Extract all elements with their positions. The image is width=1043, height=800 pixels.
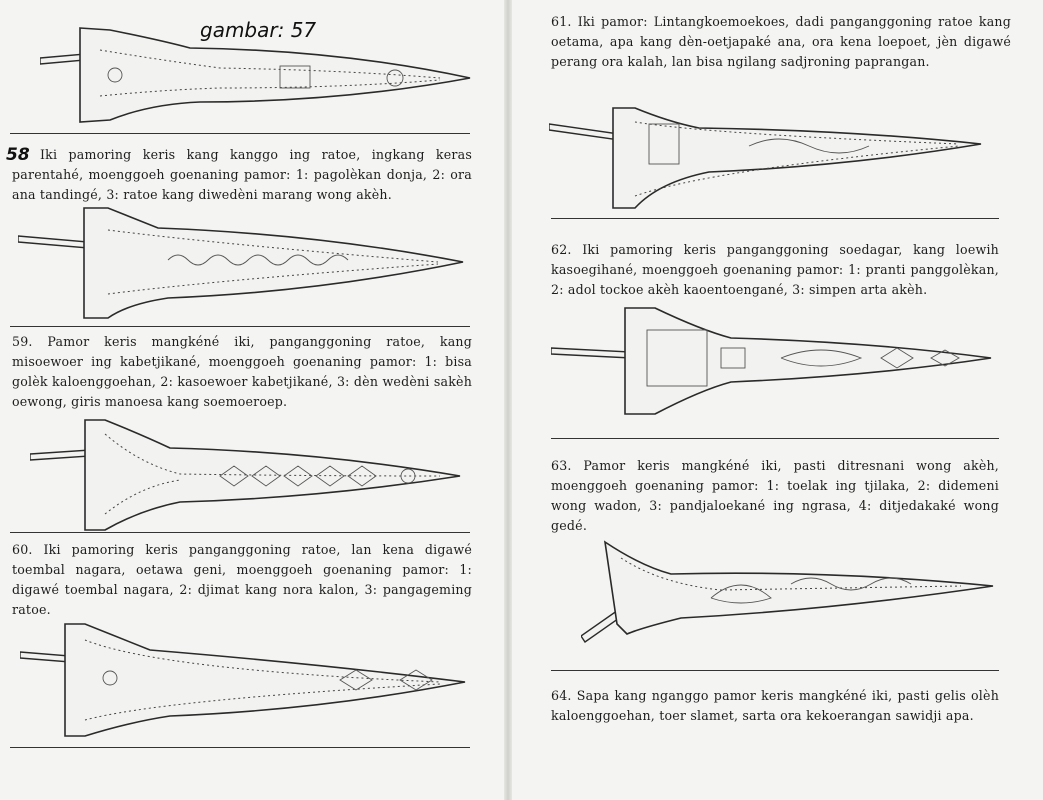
- left-page: [0, 0, 505, 800]
- divider-rule: [10, 532, 470, 533]
- keris-illustration-62: [551, 302, 1001, 418]
- paragraph-61: 61. Iki pamor: Lintangkoemoekoes, dadi panganggoning ratoe kang oetama, apa kang dèn-oetjapaké ana, ora kena loepoet, jèn digawé perang ora kalah, lan bisa ngilang sadjroning paprangan.: [551, 14, 1011, 69]
- paragraph-58: Iki pamoring keris kang kanggo ing ratoe, ingkang keras parentahé, moenggoeh goenaning pamor: 1: pagolèkan donja, 2: ora ana tandingé, 3: ratoe kang diwedèni marang wong akèh.: [12, 147, 472, 202]
- keris-illustration-63: [581, 538, 1001, 656]
- keris-illustration-60: [20, 620, 470, 738]
- paragraph-63: 63. Pamor keris mangkéné iki, pasti ditresnani wong akèh, moenggoeh goenaning pamor: 1: toelak ing tjilaka, 2: didemeni wong wadon, 3: pandjaloekané ing ngrasa, 4: ditjedakaké wong gedé.: [551, 458, 999, 533]
- keris-illustration-61: [549, 104, 989, 214]
- divider-rule: [551, 438, 999, 439]
- paragraph-62: 62. Iki pamoring keris panganggoning soedagar, kang loewih kasoegihané, moenggoeh goenaning pamor: 1: pranti panggolèkan, 2: adol tockoe akèh kaoentoengané, 3: simpen arta akèh.: [551, 242, 999, 297]
- divider-rule: [10, 747, 470, 748]
- keris-illustration-59: [30, 414, 470, 532]
- paragraph-60: 60. Iki pamoring keris panganggoning ratoe, lan kena digawé toembal nagara, oetawa geni, moenggoeh goenaning pamor: 1: digawé toembal nagara, 2: djimat kang nora kalon, 3: pangageming ratoe.: [12, 542, 472, 617]
- divider-rule: [551, 670, 999, 671]
- divider-rule: [10, 326, 470, 327]
- divider-rule: [551, 218, 999, 219]
- right-page: [511, 0, 1043, 800]
- handwritten-item-number: 58: [6, 145, 30, 165]
- handwritten-figure-label: gambar: 57: [200, 18, 317, 42]
- keris-illustration-58: [18, 200, 468, 320]
- divider-rule: [10, 133, 470, 134]
- paragraph-64: 64. Sapa kang nganggo pamor keris mangkéné iki, pasti gelis olèh kaloenggoehan, toer slamet, sarta ora kekoerangan sawidji apa.: [551, 688, 999, 723]
- keris-illustration-57: [40, 10, 480, 130]
- paragraph-59: 59. Pamor keris mangkéné iki, panganggoning ratoe, kang misoewoer ing kabetjikané, moenggoeh goenaning pamor: 1: bisa golèk kaloenggoehan, 2: kasoewoer kabetjikané, 3: dèn wedèni sakèh oewong, giris manoesa kang soemoeroep.: [12, 334, 472, 409]
